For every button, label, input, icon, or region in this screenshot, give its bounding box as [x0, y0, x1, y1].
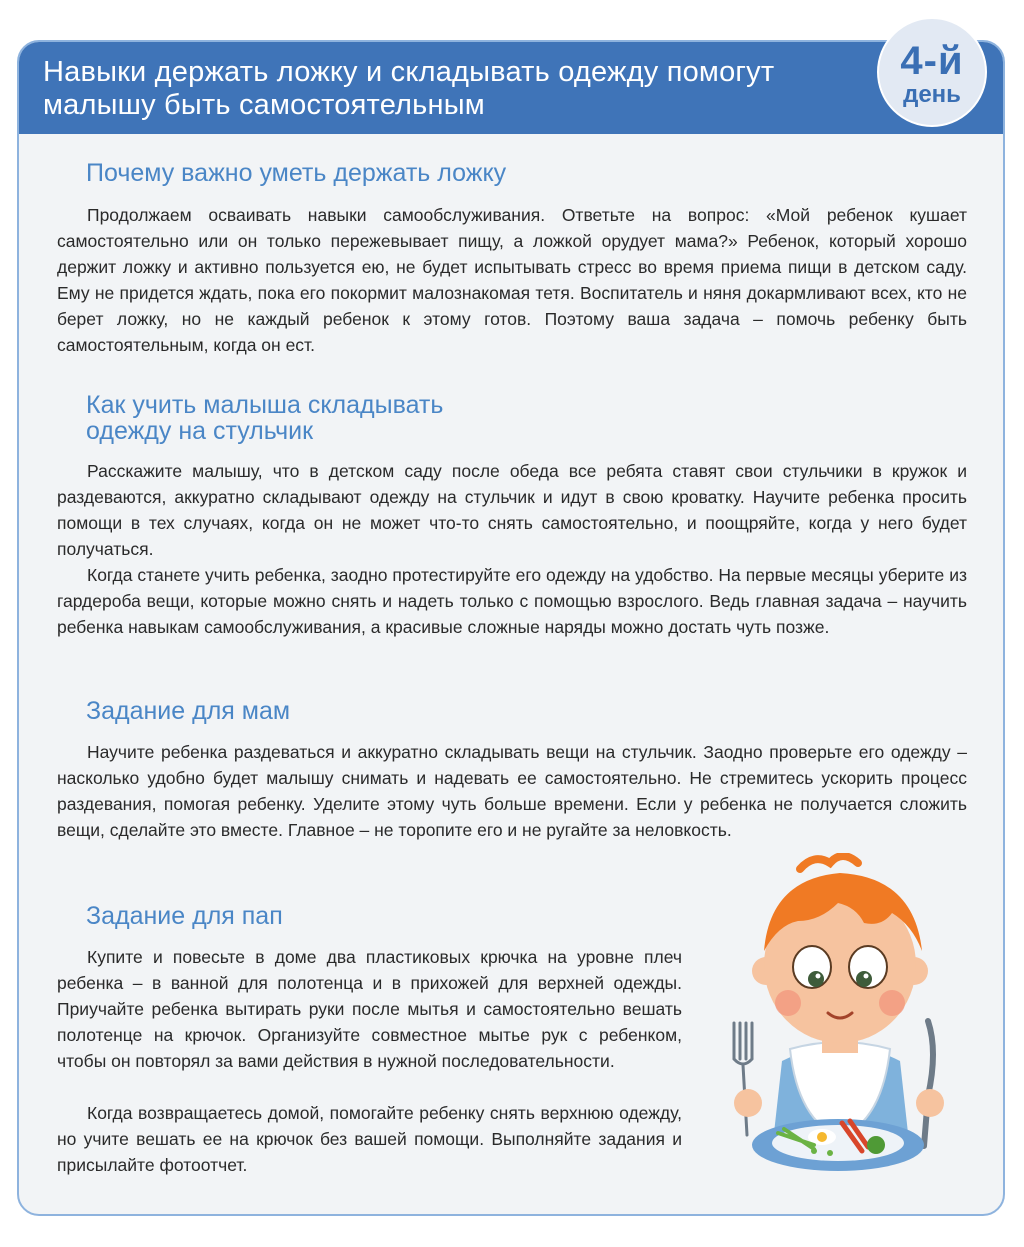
day-word: день [903, 81, 961, 108]
section-title-clothes: Как учить малыша складывать одежду на стульчик [86, 391, 444, 445]
day-badge [877, 17, 987, 127]
paragraph-moms: Научите ребенка раздеваться и аккуратно складывать вещи на стульчик. Заодно проверьте его одежду – насколько удобно будет малышу снимать и надевать ее самостоятельно. Не стремитесь ускорить процесс раздевания, помогая ребенку. Уделите этому чуть больше времени. Если у ребенка не получается сложить вещи, сделайте это вместе. Главное – не торопите его и не ругайте за неловкость. [57, 742, 967, 840]
paragraph-dads-1: Купите и повесьте в доме два пластиковых крючка на уровне плеч ребенка – в ванной для полотенца и в прихожей для верхней одежды. Приучайте ребенка вытирать руки после мытья и самостоятельно вешать полотенце на крючок. Организуйте совместное мытье рук с ребенком, чтобы он повторял за вами действия в нужной последовательности. [57, 947, 682, 1071]
day-number: 4-й [900, 39, 964, 83]
section-title-spoon: Почему важно уметь держать ложку [86, 159, 507, 187]
paragraph-spoon: Продолжаем осваивать навыки самообслуживания. Ответьте на вопрос: «Мой ребенок кушает самостоятельно или он только пережевывает пищу, а ложкой орудует мама?» Ребенок, который хорошо держит ложку и активно пользуется ею, не будет испытывать стресс во время приема пищи в детском саду. Ему не придется ждать, пока его покормит малознакомая тетя. Воспитатель и няня докармливают всех, кто не берет ложку, но не каждый ребенок к этому готов. Поэтому ваша задача – помочь ребенку быть самостоятельным, когда он ест. [57, 205, 967, 355]
page-title: Навыки держать ложку и складывать одежду помогут малышу быть самостоятельным [43, 56, 775, 121]
paragraph-dads-2: Когда возвращаетесь домой, помогайте ребенку снять верхнюю одежду, но учите вешать ее на крючок без вашей помощи. Выполняйте задания и присылайте фотоотчет. [57, 1103, 682, 1175]
paragraph-clothes-1: Расскажите малышу, что в детском саду после обеда все ребята ставят свои стульчики в кружок и раздеваются, аккуратно складывают одежду на стульчик и идут в свою кроватку. Научите ребенка просить помощи в тех случаях, когда он не может что-то снять самостоятельно, и поощряйте, когда у него будет получаться. [57, 461, 967, 559]
card-header [19, 39, 1003, 134]
paragraph-clothes-2: Когда станете учить ребенка, заодно протестируйте его одежду на удобство. На первые месяцы уберите из гардероба вещи, которые можно снять и надеть только с помощью взрослого. Ведь главная задача – научить ребенка навыкам самообслуживания, а красивые сложные наряды можно достать чуть позже. [57, 565, 967, 637]
section-title-dads: Задание для пап [86, 902, 283, 930]
section-title-moms: Задание для мам [86, 697, 291, 725]
child-eating-icon [730, 853, 950, 1173]
